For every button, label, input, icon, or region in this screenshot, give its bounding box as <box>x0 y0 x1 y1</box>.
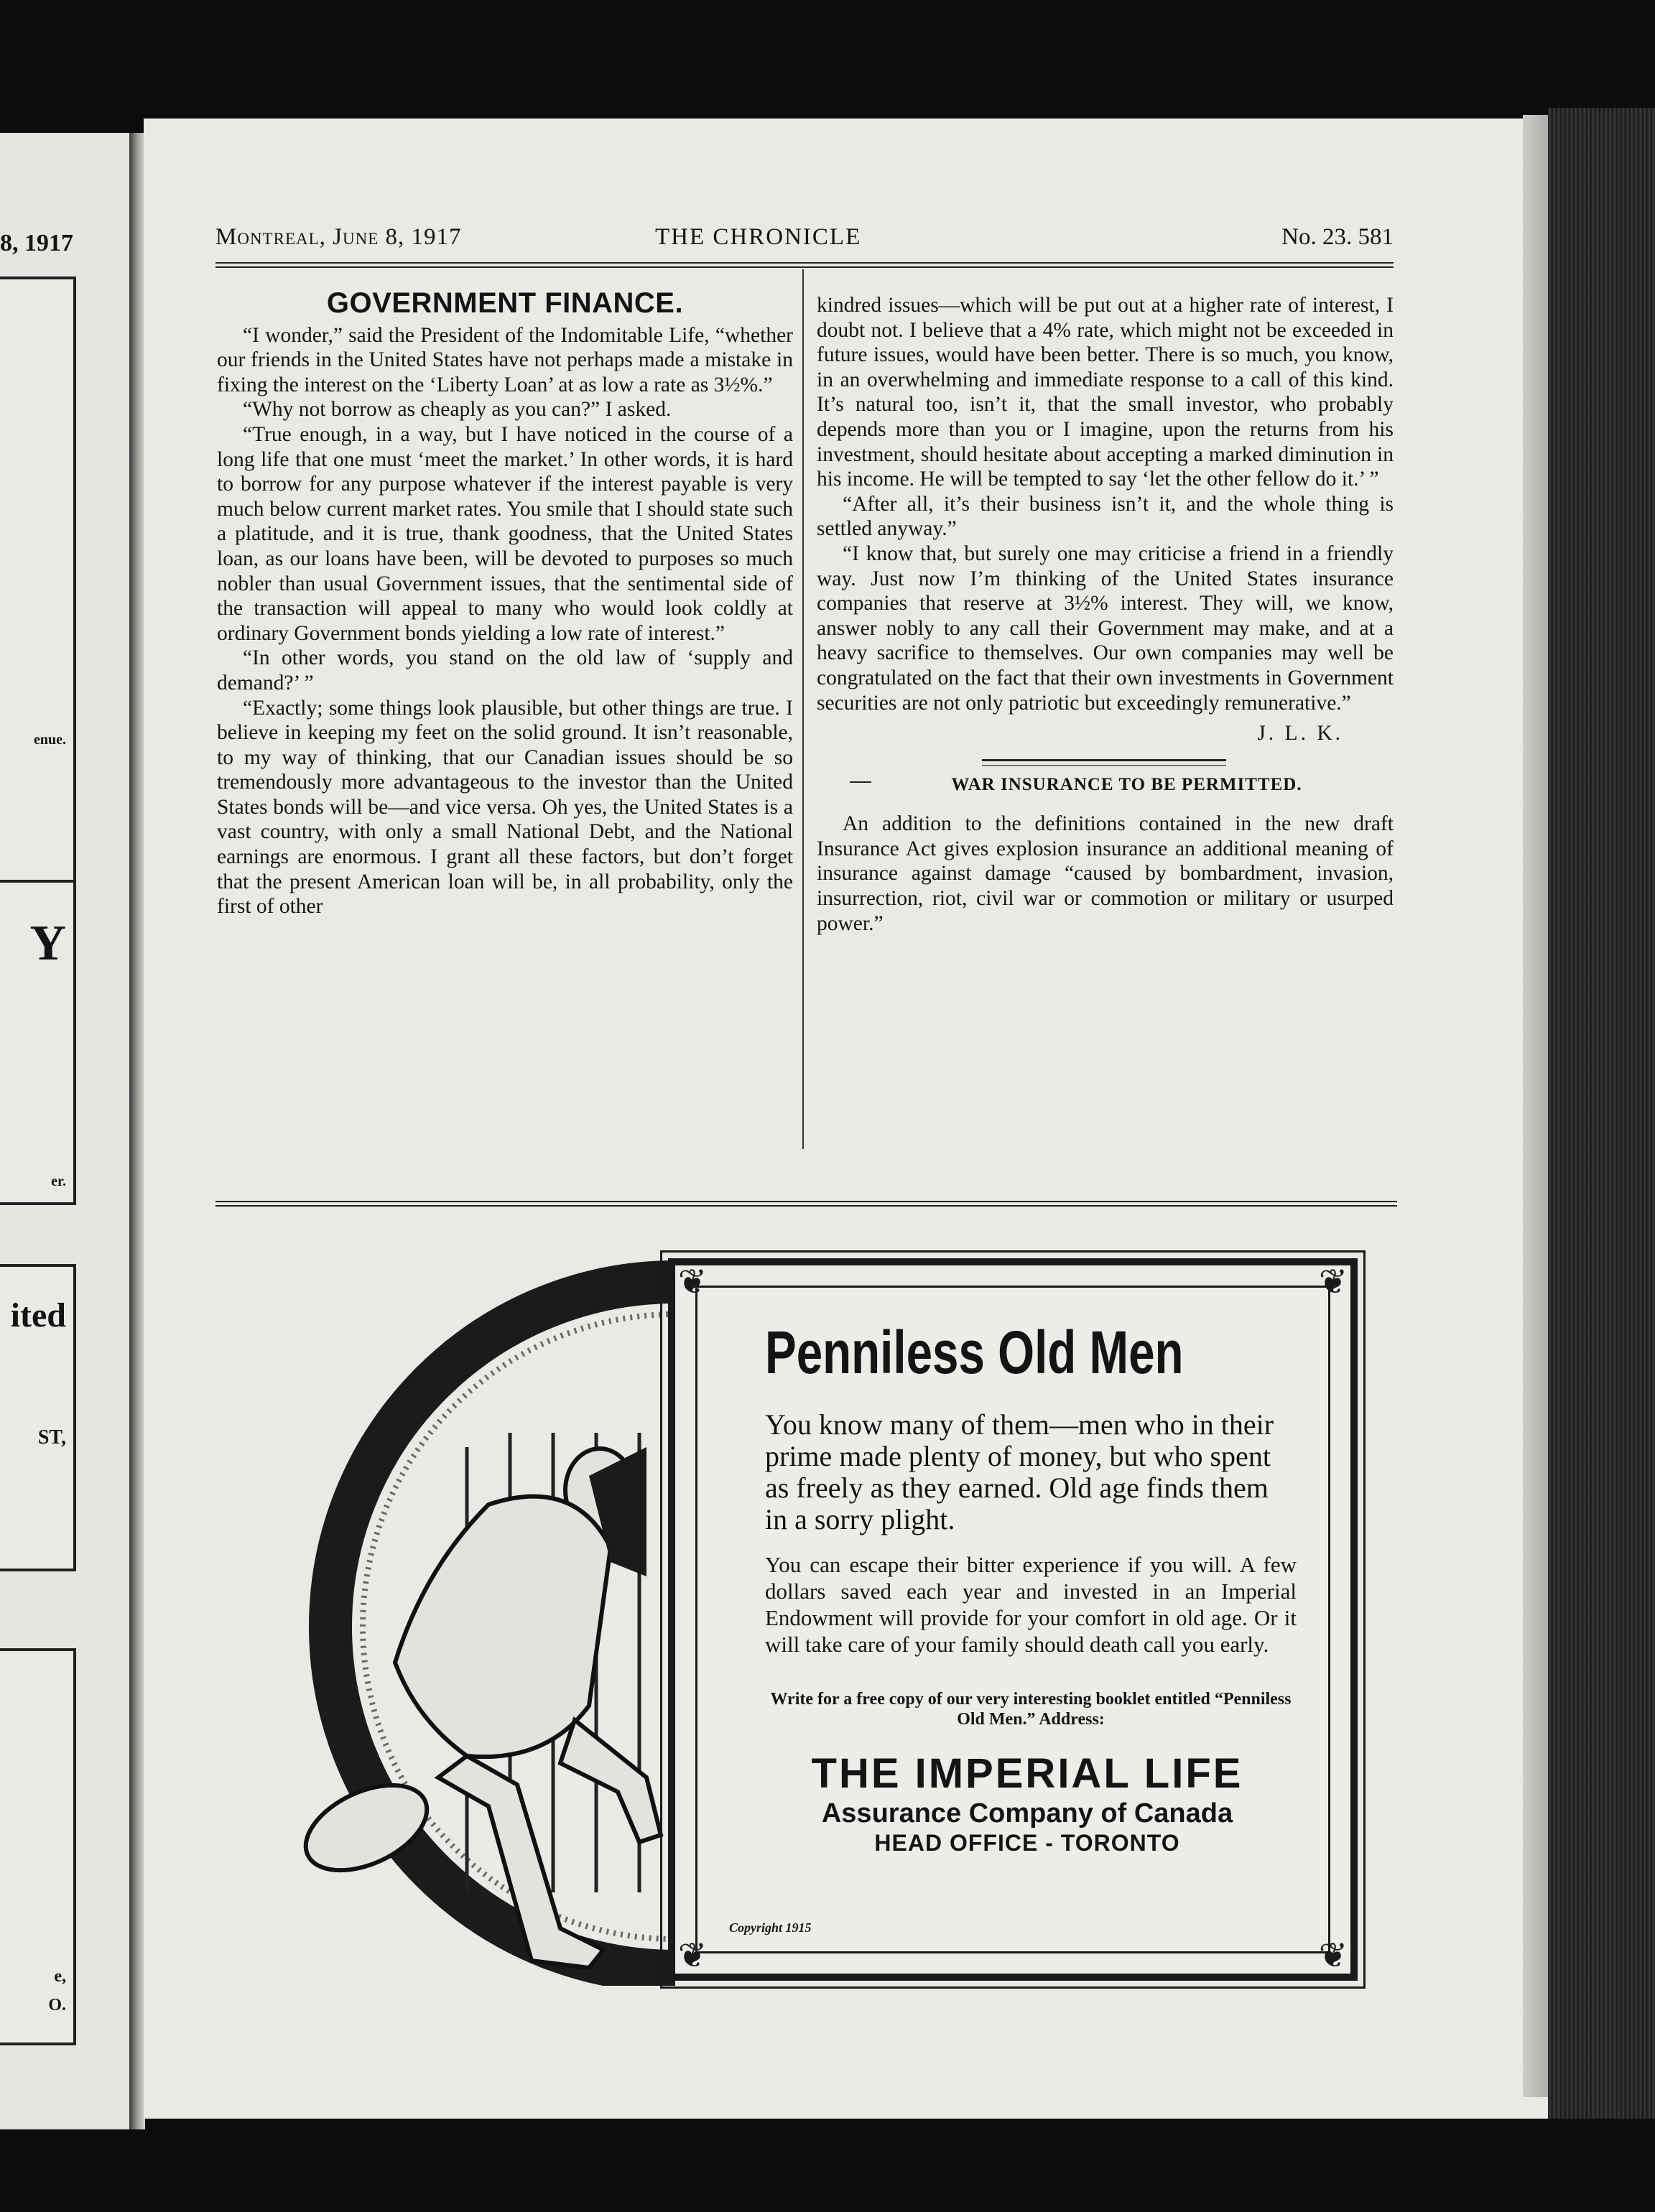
facing-page-fragment: O. <box>48 1996 66 2014</box>
header-issue-page: No. 23. 581 <box>1281 224 1394 250</box>
header-date: Montreal, June 8, 1917 <box>215 224 462 250</box>
corner-ornament-icon: ❦ <box>1318 1263 1348 1301</box>
article-signature: J. L. K. <box>1257 722 1343 745</box>
ad-body-intro: You know many of them—men who in their prime made plenty of money, but who spent as freely as they earned. Old age finds them in a sorry plight. <box>765 1408 1274 1535</box>
war-article-title: WAR INSURANCE TO BE PERMITTED. <box>951 774 1302 794</box>
facing-page-fragment: er. <box>51 1174 66 1189</box>
book-edge <box>1548 108 1655 2119</box>
ad-headline: Penniless Old Men <box>765 1319 1184 1386</box>
article-paragraph: “True enough, in a way, but I have noticed in the course of a long life that one must ‘meet the market.’ In other words, it is hard to borrow for any purpose whatever if the interest payable is very much below current market rates. You smile that I should state such a platitude, and it is true, thank goodness, that the United States loan, as our loans have been, will be devoted to purposes so much nobler than usual Government issues, that the sentimental side of the transaction will appeal to many who would look coldly at ordinary Government bonds yielding a low rate of interest.” <box>217 422 793 645</box>
ad-company-block <box>747 1750 1307 1856</box>
facing-page-fragment: e, <box>54 1967 66 1986</box>
header-title: THE CHRONICLE <box>655 224 862 250</box>
ad-company-subtitle: Assurance Company of Canada <box>821 1798 1233 1828</box>
article-paragraph: “Why not borrow as cheaply as you can?” I asked. <box>243 398 672 422</box>
article-paragraph: kindred issues—which will be put out at a higher rate of interest, I doubt not. I believe that a 4% rate, which might not be exceeded in future issues, would have been better. There is so much, you know, in an overwhelming and immediate response to a call of this kind. It’s natural too, isn’t it, that the small investor, who probably depends more than you or I imagine, upon the returns from his investment, should hesitate about accepting a marked diminution in his income. He will be tempted to say ‘let the other fellow do it.’ ” <box>817 294 1394 491</box>
advertisement <box>668 1258 1358 1981</box>
ad-company-name: THE IMPERIAL LIFE <box>811 1750 1243 1797</box>
war-article-body: An addition to the definitions contained in the new draft Insurance Act gives explosion insurance an additional meaning of insurance against damage “caused by bombardment, invasion, insurrection, riot, civil war or commotion or military or usurped power.” <box>817 812 1394 935</box>
running-header <box>215 224 1394 260</box>
book-gutter <box>129 133 145 2129</box>
article-title: GOVERNMENT FINANCE. <box>326 287 684 319</box>
section-rule <box>982 759 1226 766</box>
article-paragraph: “Exactly; some things look plausible, but other things are true. I believe in keeping my feet on the solid ground. It isn’t reasonable, to my way of thinking, that our Canadian issues should be so tremendously more advantageous to the investor than the United States bonds will be—and vice versa. Oh yes, the United States is a vast country, with only a small National Debt, and the National earnings are enormous. I grant all these factors, but don’t forget that the present American loan will be, in all probability, only the first of other <box>217 696 793 919</box>
article-column-right <box>817 293 1394 936</box>
facing-page <box>0 133 129 2129</box>
facing-page-fragment: ST, <box>37 1426 66 1449</box>
article-paragraph: “I wonder,” said the President of the Indomitable Life, “whether our friends in the United States have not perhaps made a mistake in fixing the interest on the ‘Liberty Loan’ at as low a rate as 3½%.” <box>217 323 793 396</box>
facing-page-box-3 <box>0 1264 76 1571</box>
ad-company-office: HEAD OFFICE - TORONTO <box>874 1830 1180 1856</box>
facing-page-fragment: enue. <box>34 732 66 748</box>
article-paragraph: “After all, it’s their business isn’t it, and the whole thing is settled anyway.” <box>817 492 1394 541</box>
article-paragraph: “In other words, you stand on the old law of ‘supply and demand?’ ” <box>217 646 793 694</box>
corner-ornament-icon: ❦ <box>677 1937 708 1975</box>
corner-ornament-icon: ❦ <box>1318 1937 1348 1975</box>
old-man-illustration <box>273 1260 675 1986</box>
advertisement-rule <box>215 1201 1397 1207</box>
facing-page-box-2 <box>0 880 76 1205</box>
facing-page-fragment: ited <box>10 1296 66 1334</box>
facing-page-date: 8, 1917 <box>0 230 73 256</box>
article-column-left <box>217 287 793 919</box>
facing-page-box-1 <box>0 276 76 954</box>
ad-copyright: Copyright 1915 <box>729 1920 812 1935</box>
facing-page-box-4 <box>0 1648 76 2045</box>
facing-page-fragment: Y <box>29 916 66 971</box>
article-paragraph: “I know that, but surely one may criticise a friend in a friendly way. Just now I’m thinking of the United States insurance companies that reserve at 3½% interest. They will, we know, answer nobly to any call their Government may make, and at a heavy sacrifice to themselves. Our own companies may well be congratulated on the fact that their own investments in Government securities are not only patriotic but exceedingly remunerative.” <box>817 542 1394 715</box>
header-rule <box>215 262 1394 268</box>
ad-booklet-offer: Write for a free copy of our very interesting booklet entitled “Penniless Old Men.” Address: <box>770 1690 1292 1729</box>
column-rule <box>802 269 804 1149</box>
ad-body-main: You can escape their bitter experience if you will. A few dollars saved each year and invested in an Imperial Endowment will provide for your comfort in old age. Or it will take care of your family should death call you early. <box>765 1552 1297 1657</box>
corner-ornament-icon: ❦ <box>677 1263 708 1301</box>
